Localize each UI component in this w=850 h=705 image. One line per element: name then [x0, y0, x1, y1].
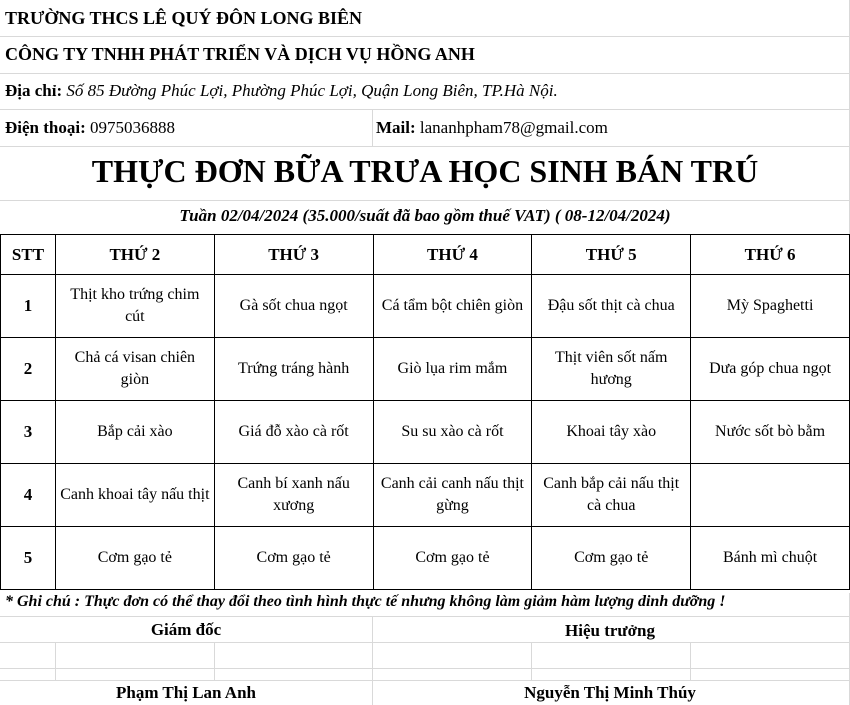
menu-subtitle: Tuần 02/04/2024 (35.000/suất đã bao gồm thuế VAT) ( 08-12/04/2024) [179, 206, 671, 225]
dish-cell: Canh cải canh nấu thịt gừng [373, 464, 532, 527]
dish-cell: Cơm gạo tẻ [532, 527, 691, 590]
phone-label: Điện thoại: [5, 118, 86, 137]
dish-cell: Cơm gạo tẻ [214, 527, 373, 590]
dish-cell: Canh khoai tây nấu thịt [55, 464, 214, 527]
grid-line [0, 73, 850, 74]
dish-cell: Nước sốt bò bằm [691, 401, 850, 464]
dish-cell: Gà sốt chua ngọt [214, 275, 373, 338]
header-tuesday: THỨ 3 [214, 235, 373, 275]
grid-line [0, 36, 850, 37]
dish-cell: Bánh mì chuột [691, 527, 850, 590]
table-header-row [1, 235, 850, 275]
dish-cell: Trứng tráng hành [214, 338, 373, 401]
grid-line [214, 642, 215, 680]
mail-label: Mail: [376, 118, 416, 137]
table-row [1, 464, 850, 527]
grid-line [0, 668, 850, 669]
dish-cell: Cơm gạo tẻ [55, 527, 214, 590]
dish-cell: Mỳ Spaghetti [691, 275, 850, 338]
grid-line [690, 642, 691, 680]
dish-cell: Giò lụa rim mắm [373, 338, 532, 401]
grid-line [0, 200, 850, 201]
mail-line [376, 118, 608, 138]
header-stt: STT [1, 235, 56, 275]
principal-title: Hiệu trưởng [565, 621, 655, 640]
dish-cell: Bắp cải xào [55, 401, 214, 464]
table-row [1, 338, 850, 401]
address-line [5, 81, 558, 101]
address-value: Số 85 Đường Phúc Lợi, Phường Phúc Lợi, Quận Long Biên, TP.Hà Nội. [66, 81, 558, 100]
company-name: CÔNG TY TNHH PHÁT TRIỂN VÀ DỊCH VỤ HỒNG ANH [5, 44, 475, 64]
menu-title: THỰC ĐƠN BỮA TRƯA HỌC SINH BÁN TRÚ [91, 153, 759, 189]
dish-cell: Canh bí xanh nấu xương [214, 464, 373, 527]
grid-line [372, 109, 373, 146]
phone-line [5, 118, 175, 138]
grid-line [0, 642, 850, 643]
dish-cell: Cơm gạo tẻ [373, 527, 532, 590]
grid-line [0, 146, 850, 147]
dish-cell: Chả cá visan chiên giòn [55, 338, 214, 401]
table-row [1, 275, 850, 338]
grid-line [0, 680, 850, 681]
dish-cell: Đậu sốt thịt cà chua [532, 275, 691, 338]
address-label: Địa chỉ: [5, 81, 63, 100]
grid-line [531, 642, 532, 680]
header-monday: THỨ 2 [55, 235, 214, 275]
dish-cell: Thịt kho trứng chim cút [55, 275, 214, 338]
dish-cell: Canh bắp cải nấu thịt cà chua [532, 464, 691, 527]
header-friday: THỨ 6 [691, 235, 850, 275]
school-name: TRƯỜNG THCS LÊ QUÝ ĐÔN LONG BIÊN [5, 8, 363, 28]
dish-cell: Thịt viên sốt nấm hương [532, 338, 691, 401]
table-row [1, 527, 850, 590]
grid-line [372, 616, 373, 705]
phone-value: 0975036888 [90, 118, 175, 137]
director-name: Phạm Thị Lan Anh [115, 683, 256, 702]
dish-cell: Giá đỗ xào cà rốt [214, 401, 373, 464]
director-title: Giám đốc [150, 620, 222, 639]
dish-cell: Cá tẩm bột chiên giòn [373, 275, 532, 338]
row-number: 1 [1, 275, 56, 338]
row-number: 3 [1, 401, 56, 464]
grid-line [55, 642, 56, 680]
row-number: 4 [1, 464, 56, 527]
menu-table [0, 234, 850, 590]
grid-line [0, 109, 850, 110]
table-row [1, 401, 850, 464]
menu-note: * Ghi chú : Thực đơn có thể thay đổi theo tình hình thực tế nhưng không làm giảm hàm lượng dinh dưỡng ! [5, 593, 726, 610]
row-number: 2 [1, 338, 56, 401]
dish-cell [691, 464, 850, 527]
row-number: 5 [1, 527, 56, 590]
dish-cell: Dưa góp chua ngọt [691, 338, 850, 401]
header-thursday: THỨ 5 [532, 235, 691, 275]
grid-line [0, 616, 850, 617]
dish-cell: Su su xào cà rốt [373, 401, 532, 464]
dish-cell: Khoai tây xào [532, 401, 691, 464]
mail-value: lananhpham78@gmail.com [419, 118, 608, 137]
header-wednesday: THỨ 4 [373, 235, 532, 275]
principal-name: Nguyễn Thị Minh Thúy [524, 683, 696, 702]
